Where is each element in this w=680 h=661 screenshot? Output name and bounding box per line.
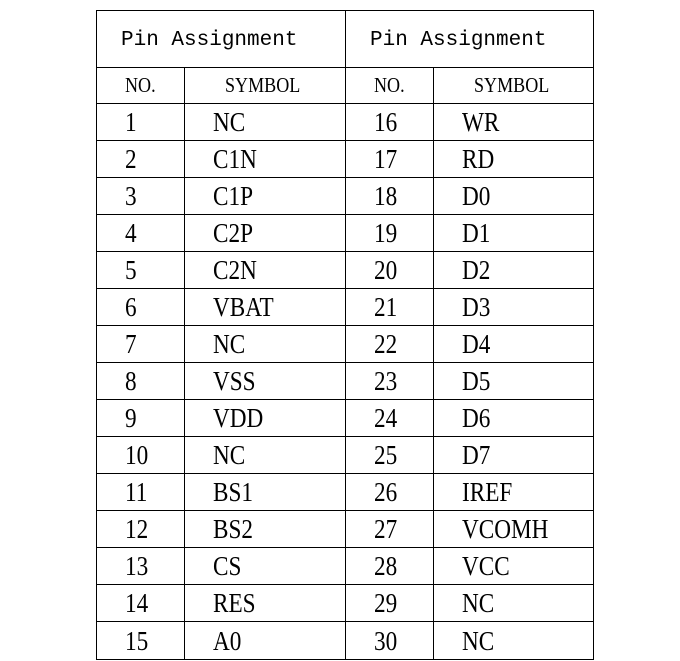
left-pin-symbol: C1P — [185, 178, 346, 215]
left-pin-symbol: VSS — [185, 363, 346, 400]
pin-assignment-table — [96, 10, 594, 660]
left-pin-symbol: C1N — [185, 141, 346, 178]
right-pin-number: 17 — [346, 141, 434, 178]
right-pin-symbol: D0 — [434, 178, 594, 215]
right-pin-symbol: VCOMH — [434, 511, 594, 548]
left-pin-symbol: A0 — [185, 622, 346, 660]
right-pin-number: 18 — [346, 178, 434, 215]
left-pin-number: 1 — [97, 104, 185, 141]
left-pin-number: 8 — [97, 363, 185, 400]
left-pin-symbol: RES — [185, 585, 346, 622]
right-title: Pin Assignment — [346, 11, 594, 68]
right-pin-symbol: D3 — [434, 289, 594, 326]
table-row — [97, 437, 594, 474]
left-title: Pin Assignment — [97, 11, 346, 68]
left-pin-number: 10 — [97, 437, 185, 474]
table-row — [97, 178, 594, 215]
table-row — [97, 511, 594, 548]
right-pin-symbol: D4 — [434, 326, 594, 363]
right-pin-symbol: D6 — [434, 400, 594, 437]
left-pin-number: 2 — [97, 141, 185, 178]
right-pin-symbol: IREF — [434, 474, 594, 511]
table-row — [97, 289, 594, 326]
right-pin-symbol: NC — [434, 585, 594, 622]
left-pin-number: 5 — [97, 252, 185, 289]
left-col-symbol-header: SYMBOL — [185, 68, 346, 104]
left-pin-number: 12 — [97, 511, 185, 548]
right-pin-number: 30 — [346, 622, 434, 660]
table-row — [97, 104, 594, 141]
right-col-symbol-header: SYMBOL — [434, 68, 594, 104]
table-row — [97, 622, 594, 660]
left-pin-symbol: BS2 — [185, 511, 346, 548]
right-pin-symbol: D5 — [434, 363, 594, 400]
table-row — [97, 215, 594, 252]
left-pin-symbol: VDD — [185, 400, 346, 437]
right-pin-number: 20 — [346, 252, 434, 289]
table-row — [97, 400, 594, 437]
table-row — [97, 585, 594, 622]
pin-table-body — [97, 11, 594, 660]
table-row — [97, 326, 594, 363]
table-row — [97, 548, 594, 585]
left-pin-symbol: BS1 — [185, 474, 346, 511]
left-pin-number: 13 — [97, 548, 185, 585]
left-pin-symbol: C2N — [185, 252, 346, 289]
right-pin-number: 26 — [346, 474, 434, 511]
left-pin-symbol: NC — [185, 437, 346, 474]
right-pin-number: 19 — [346, 215, 434, 252]
left-pin-number: 4 — [97, 215, 185, 252]
table-row — [97, 141, 594, 178]
left-pin-symbol: CS — [185, 548, 346, 585]
right-pin-symbol: VCC — [434, 548, 594, 585]
right-pin-symbol: D7 — [434, 437, 594, 474]
left-pin-number: 14 — [97, 585, 185, 622]
left-pin-number: 11 — [97, 474, 185, 511]
left-col-no-header: NO. — [97, 68, 185, 104]
left-pin-symbol: VBAT — [185, 289, 346, 326]
right-pin-number: 23 — [346, 363, 434, 400]
left-pin-number: 15 — [97, 622, 185, 660]
right-pin-number: 27 — [346, 511, 434, 548]
left-pin-number: 6 — [97, 289, 185, 326]
right-pin-number: 29 — [346, 585, 434, 622]
right-pin-number: 21 — [346, 289, 434, 326]
table-row — [97, 474, 594, 511]
right-pin-symbol: RD — [434, 141, 594, 178]
header-row — [97, 68, 594, 104]
left-pin-number: 7 — [97, 326, 185, 363]
right-pin-number: 28 — [346, 548, 434, 585]
left-pin-symbol: NC — [185, 104, 346, 141]
right-col-no-header: NO. — [346, 68, 434, 104]
table-row — [97, 252, 594, 289]
right-pin-number: 25 — [346, 437, 434, 474]
left-pin-number: 9 — [97, 400, 185, 437]
table-row — [97, 363, 594, 400]
right-pin-number: 22 — [346, 326, 434, 363]
left-pin-symbol: C2P — [185, 215, 346, 252]
left-pin-symbol: NC — [185, 326, 346, 363]
right-pin-number: 16 — [346, 104, 434, 141]
right-pin-number: 24 — [346, 400, 434, 437]
right-pin-symbol: D1 — [434, 215, 594, 252]
right-pin-symbol: WR — [434, 104, 594, 141]
right-pin-symbol: D2 — [434, 252, 594, 289]
title-row — [97, 11, 594, 68]
right-pin-symbol: NC — [434, 622, 594, 660]
left-pin-number: 3 — [97, 178, 185, 215]
